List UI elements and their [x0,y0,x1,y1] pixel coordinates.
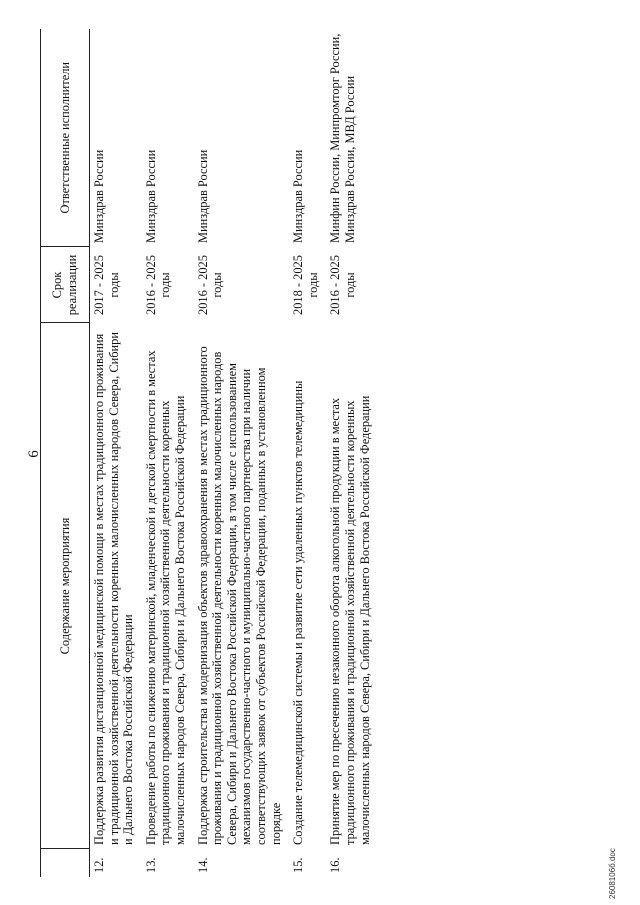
measures-table [40,29,378,877]
row-term: 2016 - 2025 годы [143,255,173,315]
row-term: 2018 - 2025 годы [291,255,320,315]
row-executors: Минздрав России [92,149,106,243]
header-number [41,849,90,877]
table-row [194,29,290,877]
table-row [142,29,194,877]
row-executors: Минздрав России [291,149,306,243]
row-content: Принятие мер по пресечению незаконного оборота алкогольной продукции в местах традиционного проживания и традиционной хозяйственной деятельности коренных малочисленных народов Севера, Сибири и Дальнего Востока Российской Федерации [328,395,372,845]
row-number: 14. [195,857,210,873]
row-executors: Минфин России, Минпромторг России, Минздрав России, МВД России [328,33,357,243]
row-term: 2016 - 2025 годы [328,255,357,315]
row-content: Поддержка строительства и модернизация объектов здравоохранения в местах традиционного проживания и традиционной хозяйственной деятельности коренных малочисленных народов Севера, Сибири и Дальнего Востока Российской Федерации, в том числе с использованием механизмов государственно-частного и муниципально-частного партнерства при наличии соответствующих заявок от субъектов Российской Федерации, поданных в установленном порядке [195,346,283,845]
header-term: Срок реализации [41,247,90,323]
table-header-row [41,29,90,877]
row-term: 2016 - 2025 годы [195,255,225,315]
row-number: 15. [291,857,306,873]
header-content: Содержание мероприятия [41,323,90,849]
row-number: 16. [328,857,343,873]
page-number: 6 [26,450,42,458]
row-content: Поддержка развития дистанционной медицинской помощи в местах традиционного проживания и традиционной хозяйственной деятельности коренных малочисленных народов Севера, Сибири и Дальнего Востока Российской Федерации [92,332,136,845]
row-term: 2017 - 2025 годы [92,255,121,315]
table-row [90,29,142,877]
row-number: 12. [92,857,106,873]
row-content: Создание телемедицинской системы и развитие сети удаленных пунктов телемедицины [291,380,306,845]
header-executors: Ответственные исполнители [41,29,90,247]
table-row [326,29,378,877]
row-content: Проведение работы по снижению материнской, младенческой и детской смертности в местах традиционного проживания и традиционной хозяйственной деятельности коренных малочисленных народов Севера, Сибири и Дальнего Востока Российской Федерации [143,350,187,845]
row-executors: Минздрав России [143,149,158,243]
document-filename: 2608106б.doc [608,848,617,899]
row-executors: Минздрав России [195,149,210,243]
table-row [289,29,326,877]
row-number: 13. [143,857,158,873]
